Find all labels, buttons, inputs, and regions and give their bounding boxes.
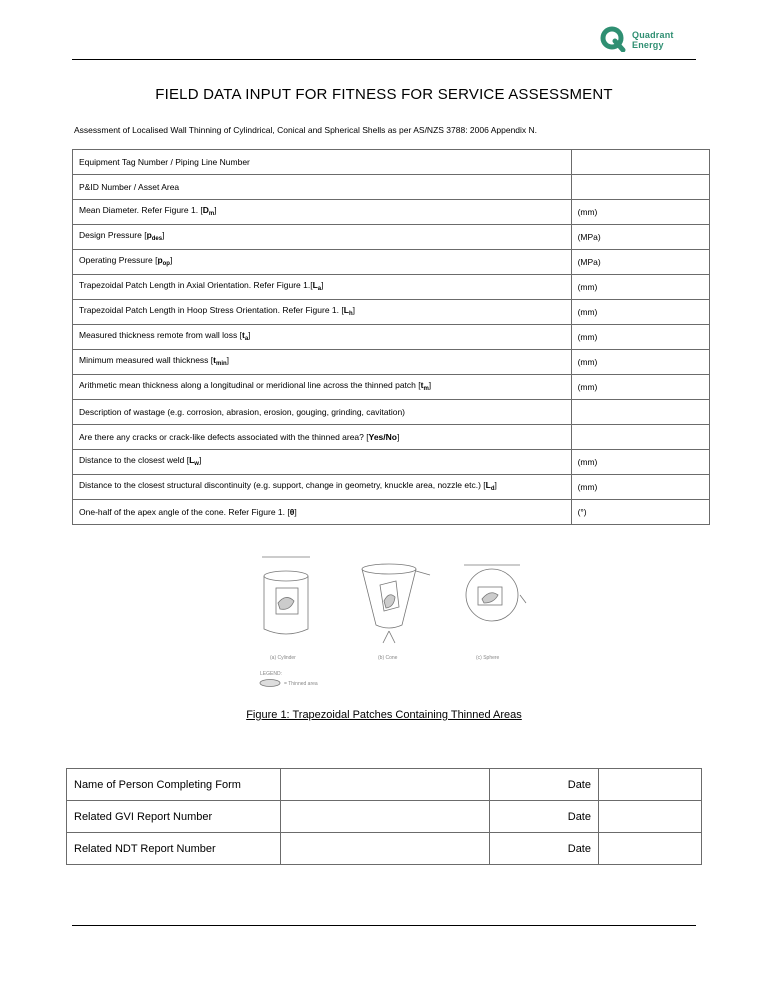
table-row	[73, 475, 710, 500]
field-unit: (MPa)	[577, 256, 601, 267]
sphere-diagram	[464, 565, 526, 621]
table-row	[73, 225, 710, 250]
field-unit: (mm)	[577, 481, 598, 492]
field-label: Measured thickness remote from wall loss $[t_a]$	[73, 325, 572, 350]
field-label: One-half of the apex angle of the cone. Refer Figure 1. [θ]	[73, 500, 572, 525]
figure-label-cylinder: (a) Cylinder	[270, 655, 296, 661]
field-label: P&ID Number / Asset Area	[73, 175, 572, 200]
signoff-table	[66, 768, 702, 865]
thinned-area-legend-swatch	[260, 680, 280, 687]
field-data-table	[72, 149, 710, 525]
table-row	[73, 150, 710, 175]
table-row	[73, 425, 710, 450]
signoff-value-field[interactable]	[281, 833, 490, 865]
field-value-cell[interactable]	[571, 425, 709, 450]
signoff-row	[67, 833, 702, 865]
signoff-value-field[interactable]	[281, 801, 490, 833]
field-value-cell[interactable]	[571, 275, 709, 300]
signoff-row	[67, 801, 702, 833]
field-label: Are there any cracks or crack-like defects associated with the thinned area? [Yes/No]	[73, 425, 572, 450]
thinned-areas-figure	[258, 551, 558, 691]
page-subtitle: Assessment of Localised Wall Thinning of Cylindrical, Conical and Spherical Shells as per AS/NZS 3788: 2006 Appendix N.	[74, 125, 538, 135]
table-row	[73, 275, 710, 300]
logo-text-line1: Quadrant	[632, 30, 674, 40]
date-value-field[interactable]	[599, 769, 702, 801]
quadrant-logo-icon	[600, 26, 626, 52]
figure-legend-item: = Thinned area	[284, 681, 318, 687]
field-value-cell[interactable]	[571, 200, 709, 225]
field-label: Arithmetic mean thickness along a longitudinal or meridional line across the thinned patch $[t_m]$	[73, 375, 572, 400]
date-label: Date	[490, 833, 599, 865]
field-unit: (mm)	[577, 456, 598, 467]
field-value-cell[interactable]	[571, 250, 709, 275]
table-row	[73, 500, 710, 525]
field-value-cell[interactable]	[571, 500, 709, 525]
date-label: Date	[490, 769, 599, 801]
field-value-cell[interactable]	[571, 150, 709, 175]
signoff-row	[67, 769, 702, 801]
table-row	[73, 250, 710, 275]
signoff-label: Related GVI Report Number	[67, 801, 281, 833]
field-unit: (MPa)	[577, 231, 601, 242]
field-value-cell[interactable]	[571, 475, 709, 500]
cylinder-diagram	[262, 557, 310, 634]
logo-text-line2: Energy	[632, 40, 664, 50]
field-label: Operating Pressure $[p_{op}]$	[73, 250, 572, 275]
field-value-cell[interactable]	[571, 225, 709, 250]
field-label: Description of wastage (e.g. corrosion, abrasion, erosion, gouging, grinding, cavitation)	[73, 400, 572, 425]
field-value-cell[interactable]	[571, 450, 709, 475]
cone-diagram	[362, 564, 430, 643]
table-row	[73, 300, 710, 325]
table-row	[73, 350, 710, 375]
figure-caption: Figure 1: Trapezoidal Patches Containing Thinned Areas	[246, 709, 522, 721]
header-rule	[72, 59, 696, 60]
field-value-cell[interactable]	[571, 350, 709, 375]
field-unit: (mm)	[577, 306, 598, 317]
field-unit: (mm)	[577, 281, 598, 292]
field-label: Minimum measured wall thickness $[t_{min}]$	[73, 350, 572, 375]
field-value-cell[interactable]	[571, 325, 709, 350]
footer-rule	[72, 925, 696, 926]
table-row	[73, 175, 710, 200]
field-value-cell[interactable]	[571, 375, 709, 400]
figure-label-sphere: (c) Sphere	[476, 655, 500, 661]
signoff-label: Related NDT Report Number	[67, 833, 281, 865]
date-value-field[interactable]	[599, 833, 702, 865]
field-value-cell[interactable]	[571, 175, 709, 200]
field-label: Mean Diameter. Refer Figure 1. $[D_m]$	[73, 200, 572, 225]
field-label: Equipment Tag Number / Piping Line Number	[73, 150, 572, 175]
field-label: Trapezoidal Patch Length in Hoop Stress Orientation. Refer Figure 1. $[L_h]$	[73, 300, 572, 325]
field-value-cell[interactable]	[571, 300, 709, 325]
field-unit: (°)	[577, 506, 587, 517]
field-label: Distance to the closest weld $[L_w]$	[73, 450, 572, 475]
field-label: Distance to the closest structural discontinuity (e.g. support, change in geometry, knuckle area, nozzle etc.) $[L_d]$	[73, 475, 572, 500]
field-unit: (mm)	[577, 331, 598, 342]
field-unit: (mm)	[577, 206, 598, 217]
field-label: Design Pressure $[p_{des}]$	[73, 225, 572, 250]
field-label: Trapezoidal Patch Length in Axial Orientation. Refer Figure $1.[L_a]$	[73, 275, 572, 300]
figure-label-cone: (b) Cone	[378, 655, 398, 661]
table-row	[73, 400, 710, 425]
table-row	[73, 325, 710, 350]
field-unit: (mm)	[577, 381, 598, 392]
table-row	[73, 375, 710, 400]
figure-legend-title: LEGEND:	[260, 671, 282, 677]
company-logo	[598, 26, 698, 56]
signoff-label: Name of Person Completing Form	[67, 769, 281, 801]
field-value-cell[interactable]	[571, 400, 709, 425]
date-value-field[interactable]	[599, 801, 702, 833]
table-row	[73, 450, 710, 475]
date-label: Date	[490, 801, 599, 833]
table-row	[73, 200, 710, 225]
signoff-value-field[interactable]	[281, 769, 490, 801]
field-unit: (mm)	[577, 356, 598, 367]
page-title: FIELD DATA INPUT FOR FITNESS FOR SERVICE ASSESSMENT	[155, 86, 613, 103]
